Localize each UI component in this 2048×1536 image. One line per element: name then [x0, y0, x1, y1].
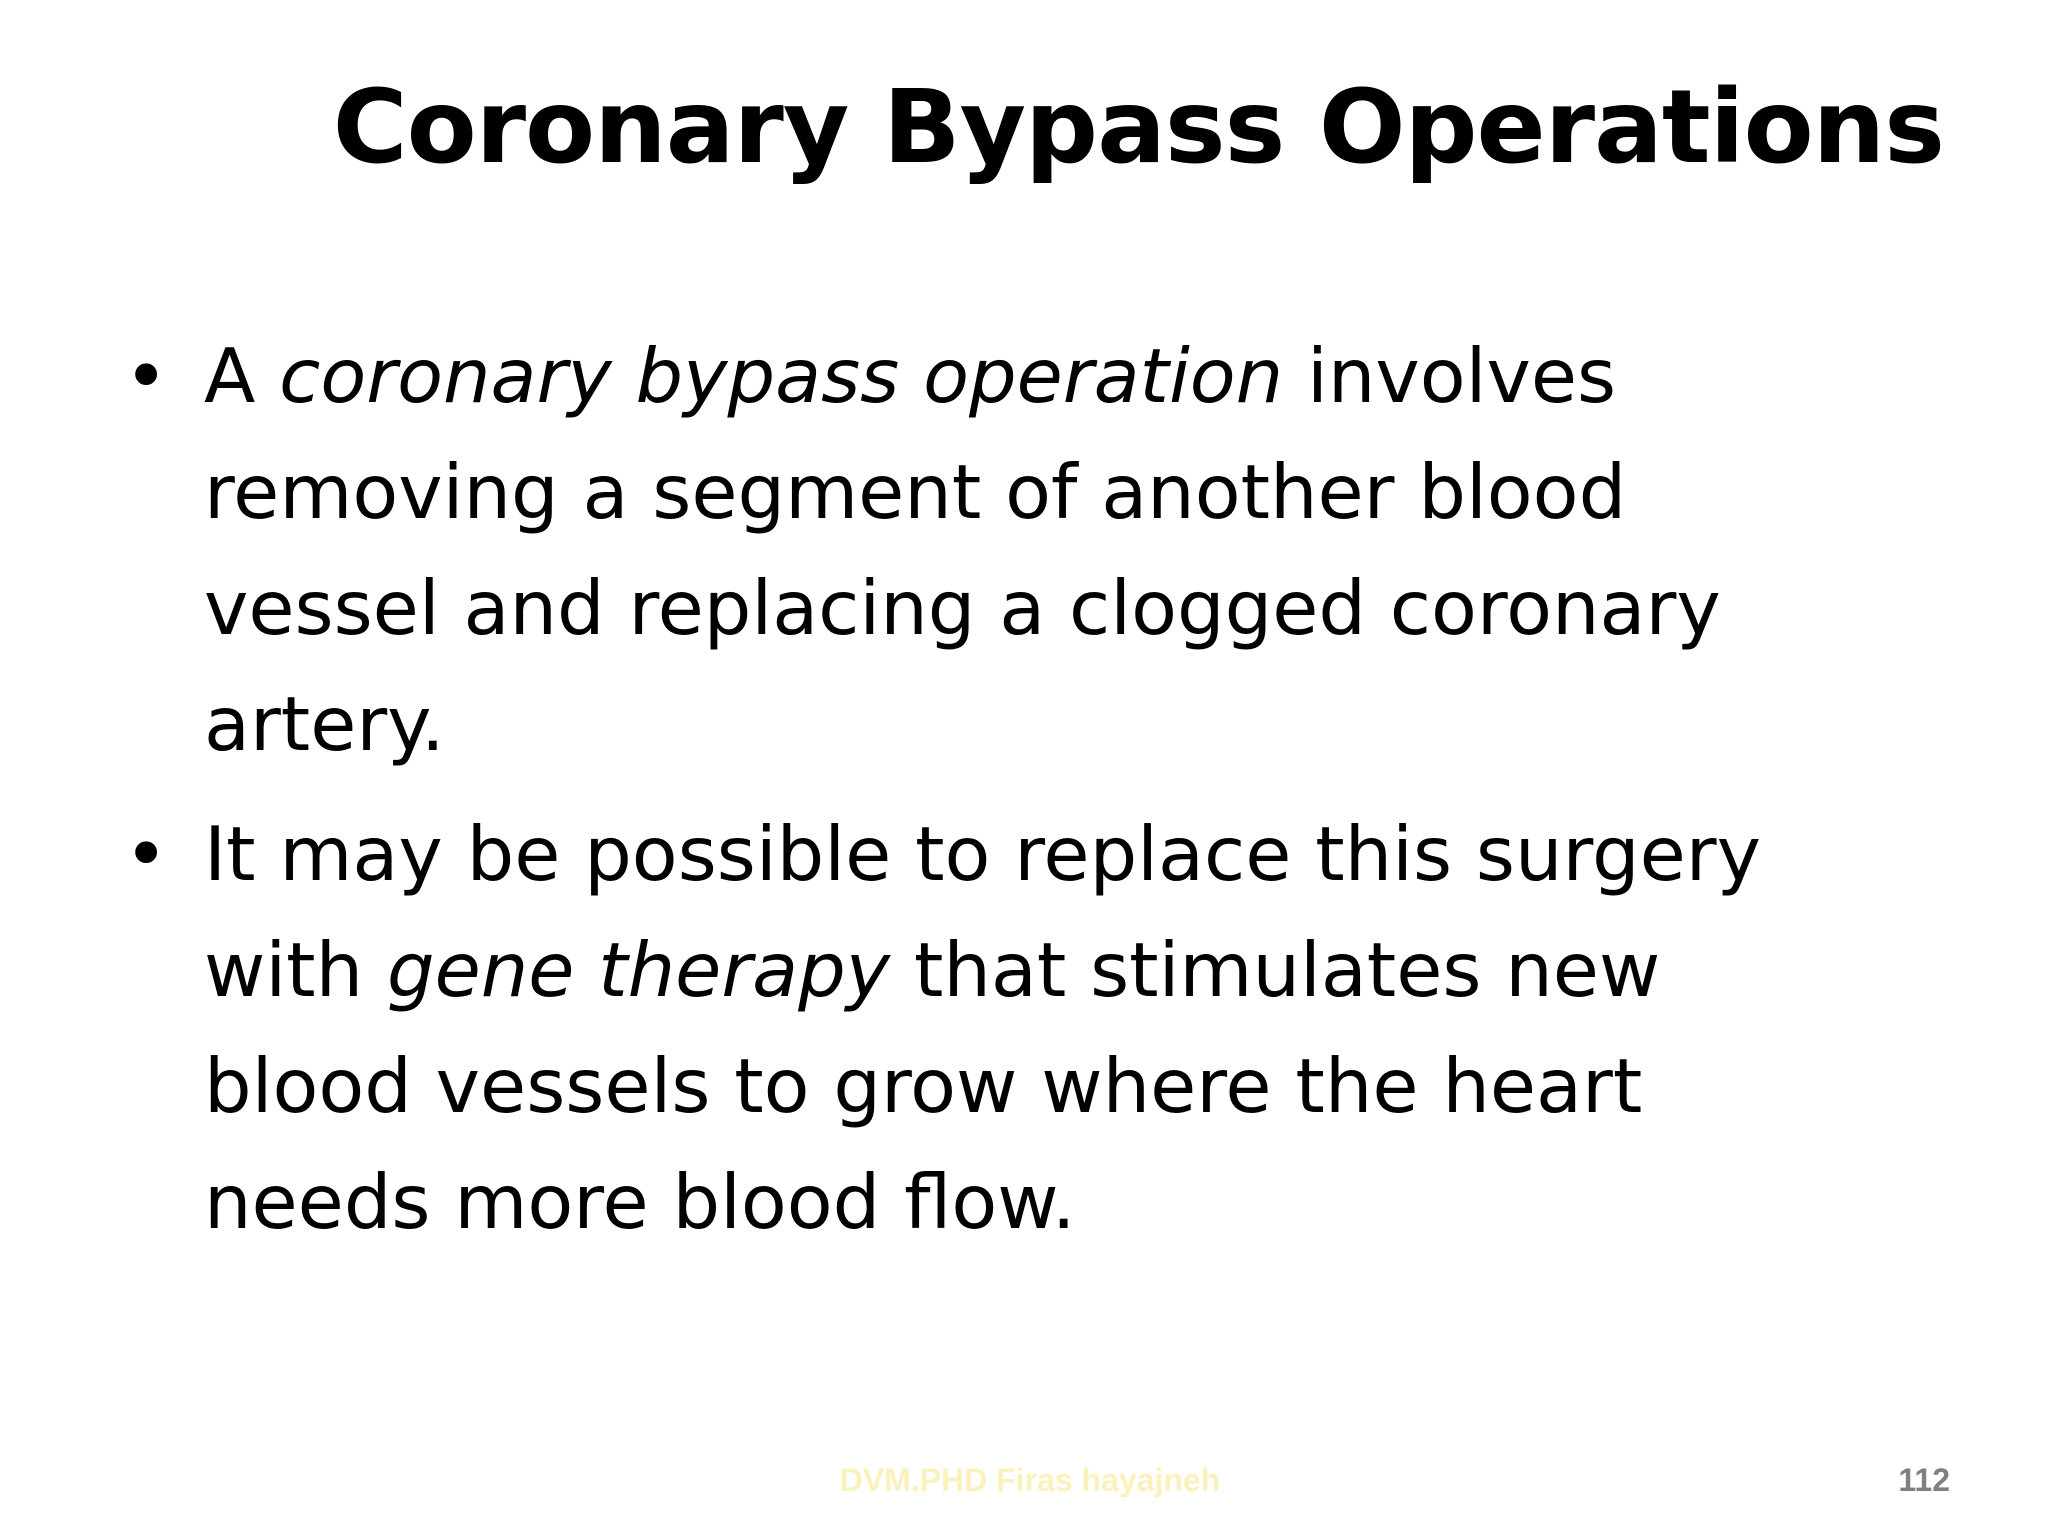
- bullet-1-line-2: removing a segment of another blood: [204, 448, 1627, 536]
- bullet-list: [120, 318, 1880, 1274]
- footer-author: DVM.PHD Firas hayajneh: [839, 1462, 1221, 1498]
- bullet-2-line-4: needs more blood flow.: [204, 1158, 1076, 1246]
- bullet-2-line-2: [204, 912, 1880, 1028]
- slide-title: Coronary Bypass Operations: [332, 68, 1944, 187]
- bullet-dot-icon: •: [124, 332, 169, 420]
- slide-number: 112: [1898, 1462, 1950, 1498]
- bullet-1-line-4: artery.: [204, 680, 445, 768]
- bullet-1-line-1: [204, 318, 1880, 434]
- text-run: A: [204, 332, 280, 420]
- bullet-1-line-3: vessel and replacing a clogged coronary: [204, 564, 1721, 652]
- text-run: that stimulates new: [890, 926, 1661, 1014]
- italic-term-coronary-bypass-operation: coronary bypass operation: [279, 332, 1284, 420]
- italic-term-gene-therapy: gene therapy: [386, 926, 891, 1014]
- bullet-2-line-3: blood vessels to grow where the heart: [204, 1042, 1643, 1130]
- bullet-dot-icon: •: [124, 810, 169, 898]
- text-run: involves: [1283, 332, 1617, 420]
- text-run: with: [204, 926, 387, 1014]
- bullet-2-line-1: It may be possible to replace this surgery: [204, 810, 1761, 898]
- bullet-item-2: [120, 796, 1880, 1260]
- bullet-item-1: [120, 318, 1880, 782]
